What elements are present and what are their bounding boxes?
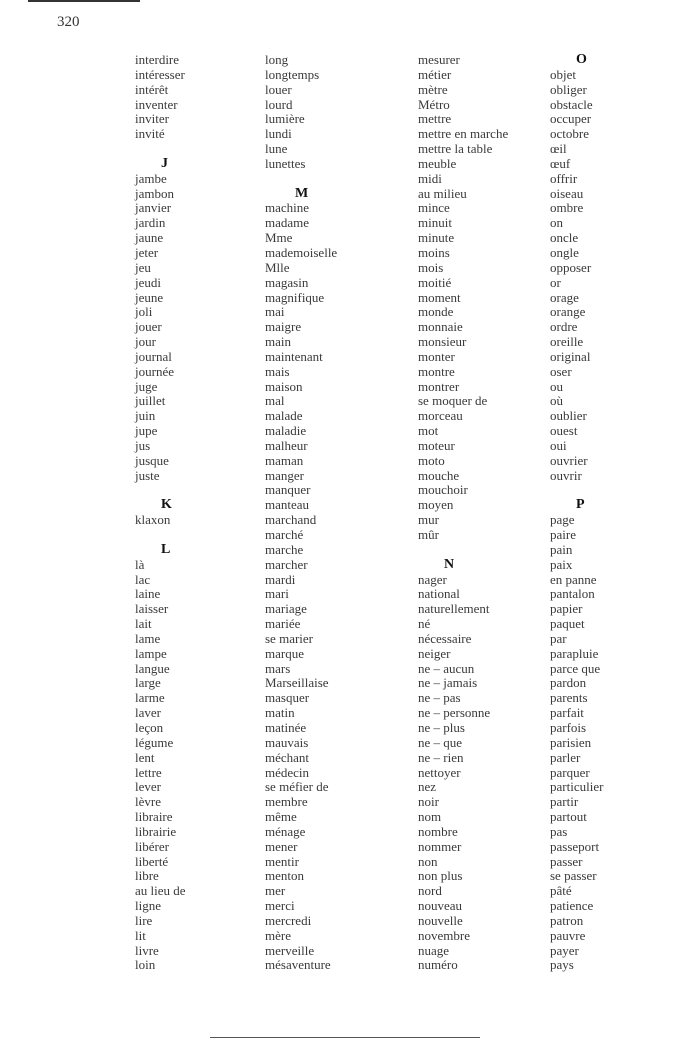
- word-entry: nom: [418, 809, 442, 825]
- section-gap: [550, 483, 603, 498]
- word-entry: lundi: [265, 126, 292, 142]
- word-entry: ne – rien: [418, 749, 464, 765]
- word-entry: interdire: [135, 52, 180, 67]
- word-entry: machine: [265, 200, 310, 216]
- word-entry: inventer: [135, 96, 178, 112]
- word-entry: manteau: [265, 497, 310, 513]
- word-entry: marcher: [265, 556, 308, 572]
- word-entry: maison: [265, 378, 303, 394]
- word-entry: libraire: [135, 809, 173, 825]
- word-entry: se passer: [550, 868, 597, 884]
- word-entry: lèvre: [135, 794, 161, 810]
- word-entry: jeune: [135, 289, 164, 305]
- word-entry: merci: [265, 898, 295, 914]
- word-entry: nommer: [418, 838, 462, 854]
- word-entry: mettre en marche: [418, 126, 509, 142]
- word-entry: mésaventure: [265, 957, 331, 973]
- word-entry: marchand: [265, 512, 317, 528]
- section-gap: [418, 543, 508, 558]
- word-entry: mouchoir: [418, 482, 468, 498]
- word-column-2: [265, 53, 337, 973]
- word-entry: mettre la table: [418, 141, 493, 157]
- word-entry: mardi: [265, 571, 296, 587]
- word-entry: longtemps: [265, 66, 320, 82]
- word-entry: moyen: [418, 497, 454, 513]
- word-entry: masquer: [265, 690, 310, 706]
- word-entry: œuf: [550, 155, 571, 171]
- word-entry: obstacle: [550, 96, 593, 112]
- word-entry: patience: [550, 898, 594, 914]
- word-entry: minute: [418, 230, 455, 246]
- word-entry: oser: [550, 363, 572, 379]
- word-entry: monter: [418, 348, 455, 364]
- word-entry: paix: [550, 556, 573, 572]
- word-entry: ouvrir: [550, 467, 582, 483]
- page-number: 320: [57, 14, 80, 30]
- word-entry: marche: [265, 541, 304, 557]
- word-entry: parents: [550, 690, 588, 706]
- word-entry: même: [265, 809, 297, 825]
- word-entry: jambe: [135, 170, 167, 186]
- word-entry: mère: [265, 927, 291, 943]
- word-entry: jeu: [135, 259, 151, 275]
- word-entry: moins: [418, 244, 450, 260]
- word-entry: juste: [135, 467, 160, 483]
- word-column-4: [550, 53, 603, 973]
- word-entry: ouvrier: [550, 452, 588, 468]
- word-entry: nez: [418, 779, 437, 795]
- word-entry: novembre: [418, 927, 470, 943]
- word-entry: là: [135, 556, 145, 572]
- word-entry: naturellement: [418, 601, 490, 617]
- word-entry: joli: [135, 304, 153, 320]
- word-entry: lac: [135, 571, 151, 587]
- word-entry: médecin: [265, 764, 310, 780]
- word-entry: nouveau: [418, 898, 463, 914]
- letter-heading: O: [576, 52, 587, 67]
- word-entry: parquer: [550, 764, 590, 780]
- word-entry: monnaie: [418, 319, 463, 335]
- word-entry: magnifique: [265, 289, 325, 305]
- word-entry: jouer: [135, 319, 162, 335]
- word-entry: en panne: [550, 571, 597, 587]
- word-entry: paire: [550, 527, 576, 542]
- letter-heading: K: [161, 497, 172, 513]
- word-entry: papier: [550, 601, 583, 617]
- word-entry: parapluie: [550, 645, 599, 661]
- word-entry: morceau: [418, 408, 463, 424]
- word-entry: mot: [418, 423, 439, 439]
- word-column-1: [135, 53, 186, 973]
- word-entry: parisien: [550, 734, 592, 750]
- word-entry: jeter: [135, 244, 159, 260]
- word-entry: ne – que: [418, 734, 463, 750]
- word-entry: moto: [418, 452, 445, 468]
- bottom-rule: [210, 1037, 480, 1038]
- word-entry: pas: [550, 823, 568, 839]
- word-entry: ouest: [550, 423, 578, 439]
- word-entry: payer: [550, 942, 579, 958]
- word-entry: jupe: [135, 423, 158, 439]
- word-entry: Mlle: [265, 259, 290, 275]
- word-entry: mal: [265, 393, 285, 409]
- word-entry: maintenant: [265, 348, 323, 364]
- word-entry: montrer: [418, 378, 460, 394]
- word-entry: pardon: [550, 675, 587, 691]
- word-entry: inviter: [135, 111, 169, 127]
- word-entry: nord: [418, 883, 442, 899]
- word-entry: mariée: [265, 616, 301, 632]
- word-entry: livre: [135, 942, 159, 958]
- letter-heading: M: [295, 185, 309, 201]
- word-entry: ne – aucun: [418, 660, 475, 676]
- word-entry: ongle: [550, 244, 579, 260]
- word-entry: monsieur: [418, 334, 467, 350]
- word-entry: lampe: [135, 645, 167, 661]
- word-entry: menton: [265, 868, 304, 884]
- word-entry: jaune: [135, 230, 164, 246]
- word-entry: main: [265, 334, 291, 350]
- word-entry: laisser: [135, 601, 169, 617]
- word-entry: mouche: [418, 467, 460, 483]
- word-entry: nager: [418, 571, 447, 587]
- word-entry: merveille: [265, 942, 315, 958]
- word-entry: libre: [135, 868, 159, 884]
- word-entry: marque: [265, 645, 304, 661]
- word-entry: long: [265, 52, 289, 67]
- word-entry: passeport: [550, 838, 600, 854]
- word-entry: membre: [265, 794, 308, 810]
- letter-heading: J: [161, 155, 168, 171]
- word-entry: moteur: [418, 437, 455, 453]
- word-entry: non: [418, 853, 438, 869]
- word-entry: page: [550, 512, 575, 528]
- word-entry: or: [550, 274, 561, 290]
- word-entry: jeudi: [135, 274, 161, 290]
- word-entry: particulier: [550, 779, 604, 795]
- word-entry: laine: [135, 586, 161, 602]
- word-entry: librairie: [135, 823, 177, 839]
- word-entry: minuit: [418, 215, 452, 231]
- word-entry: montre: [418, 363, 455, 379]
- word-entry: lourd: [265, 96, 293, 112]
- word-entry: au milieu: [418, 185, 467, 201]
- word-entry: métier: [418, 66, 452, 82]
- word-entry: où: [550, 393, 563, 409]
- word-entry: œil: [550, 141, 567, 157]
- word-entry: orange: [550, 304, 586, 320]
- word-entry: pays: [550, 957, 574, 973]
- word-entry: original: [550, 348, 591, 364]
- word-entry: maladie: [265, 423, 307, 439]
- word-entry: mais: [265, 363, 290, 379]
- word-entry: ombre: [550, 200, 584, 216]
- word-entry: mai: [265, 304, 285, 320]
- word-entry: Marseillaise: [265, 675, 329, 691]
- word-entry: objet: [550, 66, 576, 82]
- word-entry: méchant: [265, 749, 310, 765]
- word-entry: mesurer: [418, 52, 460, 67]
- word-entry: mariage: [265, 601, 307, 617]
- word-entry: numéro: [418, 957, 458, 973]
- word-entry: nécessaire: [418, 630, 472, 646]
- word-entry: large: [135, 675, 161, 691]
- word-entry: mer: [265, 883, 286, 899]
- word-entry: malheur: [265, 437, 308, 453]
- word-entry: lunettes: [265, 155, 306, 171]
- word-entry: légume: [135, 734, 174, 750]
- word-entry: lever: [135, 779, 161, 795]
- word-entry: parfois: [550, 719, 587, 735]
- word-entry: pâté: [550, 883, 572, 899]
- word-entry: mars: [265, 660, 291, 676]
- word-entry: parfait: [550, 705, 584, 721]
- word-entry: Mme: [265, 230, 293, 246]
- word-entry: oreille: [550, 334, 584, 350]
- word-entry: oublier: [550, 408, 587, 424]
- word-entry: nombre: [418, 823, 458, 839]
- word-entry: lit: [135, 927, 146, 943]
- word-entry: oncle: [550, 230, 579, 246]
- word-entry: parce que: [550, 660, 601, 676]
- word-entry: mois: [418, 259, 444, 275]
- word-entry: manger: [265, 467, 304, 483]
- word-entry: on: [550, 215, 563, 231]
- word-entry: jardin: [135, 215, 166, 231]
- top-rule: [28, 0, 140, 2]
- word-entry: mauvais: [265, 734, 309, 750]
- word-entry: pauvre: [550, 927, 586, 943]
- word-entry: larme: [135, 690, 165, 706]
- word-entry: moitié: [418, 274, 452, 290]
- word-entry: noir: [418, 794, 439, 810]
- word-entry: madame: [265, 215, 310, 231]
- word-column-3: [418, 53, 508, 973]
- word-entry: orage: [550, 289, 579, 305]
- word-entry: libérer: [135, 838, 169, 854]
- word-entry: midi: [418, 170, 442, 186]
- word-entry: oui: [550, 437, 567, 453]
- word-entry: lire: [135, 912, 153, 928]
- word-entry: non plus: [418, 868, 463, 884]
- word-entry: invité: [135, 126, 165, 142]
- word-entry: klaxon: [135, 512, 171, 528]
- word-entry: mademoiselle: [265, 244, 338, 260]
- word-entry: obliger: [550, 81, 587, 97]
- section-gap: [135, 528, 186, 543]
- word-entry: ne – plus: [418, 719, 465, 735]
- word-entry: meuble: [418, 155, 457, 171]
- word-entry: intéresser: [135, 66, 185, 82]
- word-entry: lait: [135, 616, 152, 632]
- word-entry: juillet: [135, 393, 166, 409]
- word-entry: ou: [550, 378, 563, 394]
- word-entry: se méfier de: [265, 779, 329, 795]
- word-entry: nouvelle: [418, 912, 463, 928]
- word-entry: par: [550, 630, 567, 646]
- word-entry: ordre: [550, 319, 578, 335]
- word-entry: ne – personne: [418, 705, 491, 721]
- word-entry: parler: [550, 749, 581, 765]
- word-entry: liberté: [135, 853, 169, 869]
- word-entry: lune: [265, 141, 288, 157]
- word-entry: octobre: [550, 126, 589, 142]
- word-entry: mur: [418, 512, 439, 528]
- word-entry: pain: [550, 541, 573, 557]
- word-entry: maigre: [265, 319, 302, 335]
- word-entry: moment: [418, 289, 461, 305]
- word-entry: magasin: [265, 274, 309, 290]
- word-entry: national: [418, 586, 460, 602]
- word-entry: passer: [550, 853, 583, 869]
- word-entry: lettre: [135, 764, 162, 780]
- word-entry: jusque: [135, 452, 169, 468]
- word-entry: janvier: [135, 200, 172, 216]
- word-entry: mener: [265, 838, 298, 854]
- word-entry: mercredi: [265, 912, 312, 928]
- word-entry: mince: [418, 200, 450, 216]
- word-entry: nettoyer: [418, 764, 461, 780]
- word-entry: se moquer de: [418, 393, 488, 409]
- section-gap: [135, 142, 186, 157]
- word-entry: langue: [135, 660, 170, 676]
- letter-heading: P: [576, 497, 585, 513]
- word-entry: lent: [135, 749, 155, 765]
- word-entry: malade: [265, 408, 303, 424]
- word-entry: mentir: [265, 853, 299, 869]
- word-entry: marché: [265, 527, 304, 542]
- section-gap: [135, 483, 186, 498]
- word-entry: intérêt: [135, 81, 169, 97]
- word-entry: matinée: [265, 719, 307, 735]
- word-entry: lumière: [265, 111, 305, 127]
- word-entry: au lieu de: [135, 883, 186, 899]
- word-entry: louer: [265, 81, 292, 97]
- word-entry: journée: [135, 363, 174, 379]
- word-entry: juin: [135, 408, 156, 424]
- word-entry: se marier: [265, 630, 314, 646]
- word-entry: mûr: [418, 527, 439, 542]
- word-entry: manquer: [265, 482, 311, 498]
- word-entry: maman: [265, 452, 304, 468]
- word-entry: matin: [265, 705, 295, 721]
- word-entry: lame: [135, 630, 161, 646]
- word-entry: nuage: [418, 942, 450, 958]
- word-entry: ne – pas: [418, 690, 461, 706]
- word-entry: ligne: [135, 898, 161, 914]
- word-entry: partout: [550, 809, 587, 825]
- word-entry: loin: [135, 957, 156, 973]
- word-entry: jus: [135, 437, 151, 453]
- word-entry: partir: [550, 794, 579, 810]
- letter-heading: L: [161, 541, 171, 557]
- word-entry: mettre: [418, 111, 452, 127]
- word-entry: opposer: [550, 259, 592, 275]
- word-entry: jambon: [135, 185, 174, 201]
- word-entry: Métro: [418, 96, 450, 112]
- word-entry: neiger: [418, 645, 451, 661]
- word-entry: jour: [135, 334, 156, 350]
- letter-heading: N: [444, 556, 455, 572]
- section-gap: [265, 172, 337, 187]
- word-entry: paquet: [550, 616, 585, 632]
- word-entry: journal: [135, 348, 172, 364]
- word-entry: laver: [135, 705, 161, 721]
- word-entry: né: [418, 616, 431, 632]
- word-entry: oiseau: [550, 185, 584, 201]
- word-entry: monde: [418, 304, 454, 320]
- word-entry: ne – jamais: [418, 675, 478, 691]
- word-entry: leçon: [135, 719, 164, 735]
- word-entry: juge: [135, 378, 158, 394]
- word-entry: offrir: [550, 170, 578, 186]
- word-entry: ménage: [265, 823, 306, 839]
- word-entry: pantalon: [550, 586, 595, 602]
- word-entry: mari: [265, 586, 289, 602]
- word-entry: occuper: [550, 111, 592, 127]
- word-entry: patron: [550, 912, 584, 928]
- word-entry: mètre: [418, 81, 448, 97]
